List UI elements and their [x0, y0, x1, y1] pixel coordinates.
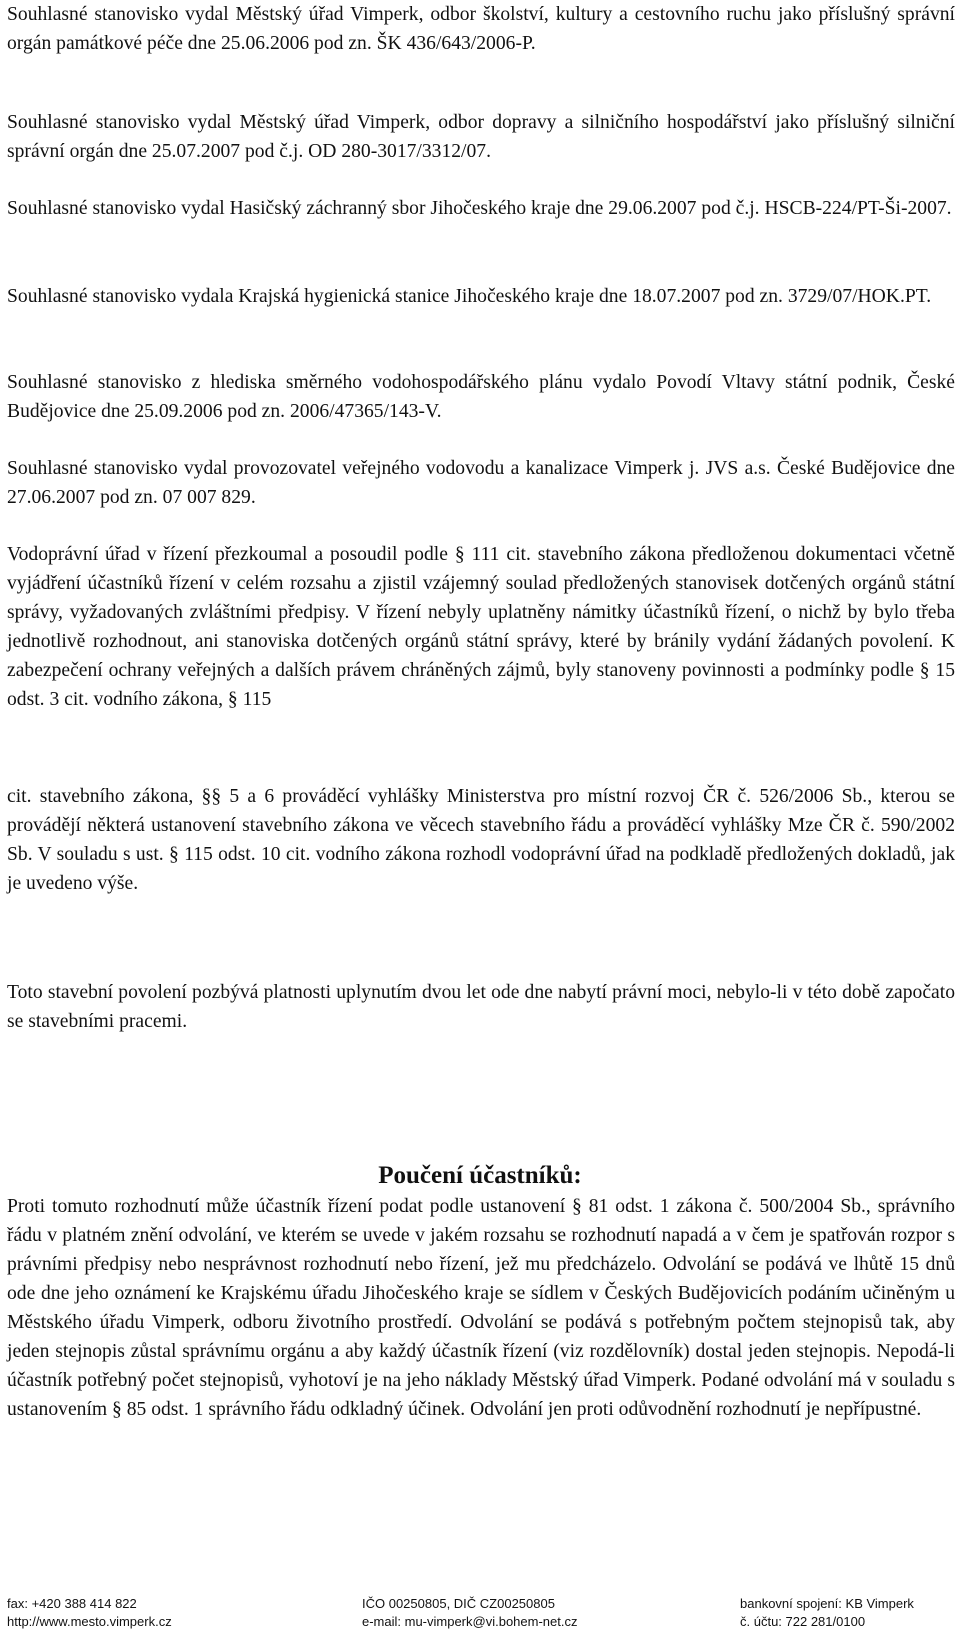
footer-identification	[362, 1595, 577, 1631]
footer-account: č. účtu: 722 281/0100	[740, 1614, 866, 1629]
instruction-heading: Poučení účastníků:	[378, 1162, 582, 1189]
footer-bank	[740, 1595, 914, 1631]
footer-website: http://www.mesto.vimperk.cz	[7, 1614, 172, 1629]
footer-bank-name: bankovní spojení: KB Vimperk	[740, 1596, 914, 1611]
footer-ico: IČO 00250805, DIČ CZ00250805	[362, 1596, 555, 1611]
footer-contact	[7, 1595, 172, 1631]
page-footer	[0, 1595, 960, 1634]
paragraph-validity: Toto stavební povolení pozbývá platnosti uplynutím dvou let ode dne nabytí právní moci, nebylo-li v této době započato se stavebními pracemi.	[7, 982, 955, 1032]
paragraph-water-plan-opinion: Souhlasné stanovisko z hlediska směrného vodohospodářského plánu vydalo Povodí Vltavy státní podnik, České Budějovice dne 25.09.2006 pod zn. 2006/47365/143-V.	[7, 372, 955, 422]
paragraph-hygiene-opinion: Souhlasné stanovisko vydala Krajská hygienická stanice Jihočeského kraje dne 18.07.2007 pod zn. 3729/07/HOK.PT.	[7, 286, 932, 307]
paragraph-heritage-opinion: Souhlasné stanovisko vydal Městský úřad Vimperk, odbor školství, kultury a cestovního ruchu jako příslušný správní orgán památkové péče dne 25.06.2006 pod zn. ŠK 436/643/2006-P.	[7, 4, 955, 54]
paragraph-review: Vodoprávní úřad v řízení přezkoumal a posoudil podle § 111 cit. stavebního zákona předloženou dokumentaci včetně vyjádření účastníků řízení v celém rozsahu a zjistil vzájemný soulad předložených stanovisek dotčených orgánů státní správy, vyžadovaných zvláštními předpisy. V řízení nebyly uplatněny námitky účastníků řízení, o nichž by bylo třeba jednotlivě rozhodnout, ani stanoviska dotčených orgánů státní správy, které by bránily vydání žádaných povolení. K zabezpečení ochrany veřejných a dalších právem chráněných zájmů, byly stanoveny povinnosti a podmínky podle § 15 odst. 3 cit. vodního zákona, § 115	[7, 544, 955, 710]
paragraph-appeal-instruction: Proti tomuto rozhodnutí může účastník řízení podat podle ustanovení § 81 odst. 1 zákona č. 500/2004 Sb., správního řádu v platném znění odvolání, ve kterém se uvede v jakém rozsahu se rozhodnutí napadá a v čem je spatřován rozpor s právními předpisy nebo nesprávnost rozhodnutí nebo řízení, jež mu předcházelo. Odvolání se podává ve lhůtě 15 dnů ode dne jeho oznámení ke Krajskému úřadu Jihočeského kraje se sídlem v Českých Budějovicích podáním učiněným u Městského úřadu Vimperk, odboru životního prostředí. Odvolání se podává s potřebným počtem stejnopisů tak, aby jeden stejnopis zůstal správnímu orgánu a aby každý účastník řízení (viz rozdělovník) dostal jeden stejnopis. Nepodá-li účastník potřebný počet stejnopisů, vyhotoví je na jeho náklady Městský úřad Vimperk. Podané odvolání má v souladu s ustanovením § 85 odst. 1 správního řádu odkladný účinek. Odvolání jen proti odůvodnění rozhodnutí je nepřípustné.	[7, 1196, 955, 1420]
footer-email: e-mail: mu-vimperk@vi.bohem-net.cz	[362, 1614, 578, 1629]
paragraph-water-operator-opinion: Souhlasné stanovisko vydal provozovatel veřejného vodovodu a kanalizace Vimperk j. JVS a.s. České Budějovice dne 27.06.2007 pod zn. 07 007 829.	[7, 458, 955, 508]
paragraph-transport-opinion: Souhlasné stanovisko vydal Městský úřad Vimperk, odbor dopravy a silničního hospodářství jako příslušný silniční správní orgán dne 25.07.2007 pod č.j. OD 280-3017/3312/07.	[7, 112, 955, 162]
paragraph-review-continued: cit. stavebního zákona, §§ 5 a 6 prováděcí vyhlášky Ministerstva pro místní rozvoj ČR č. 526/2006 Sb., kterou se provádějí některá ustanovení stavebního zákona ve věcech stavebního řádu a prováděcí vyhlášky Mze ČR č. 590/2002 Sb. V souladu s ust. § 115 odst. 10 cit. vodního zákona rozhodl vodoprávní úřad na podkladě předložených dokladů, jak je uvedeno výše.	[7, 786, 955, 894]
paragraph-fire-rescue-opinion: Souhlasné stanovisko vydal Hasičský záchranný sbor Jihočeského kraje dne 29.06.2007 pod č.j. HSCB-224/PT-Ši-2007.	[7, 198, 952, 219]
footer-fax: fax: +420 388 414 822	[7, 1596, 137, 1611]
